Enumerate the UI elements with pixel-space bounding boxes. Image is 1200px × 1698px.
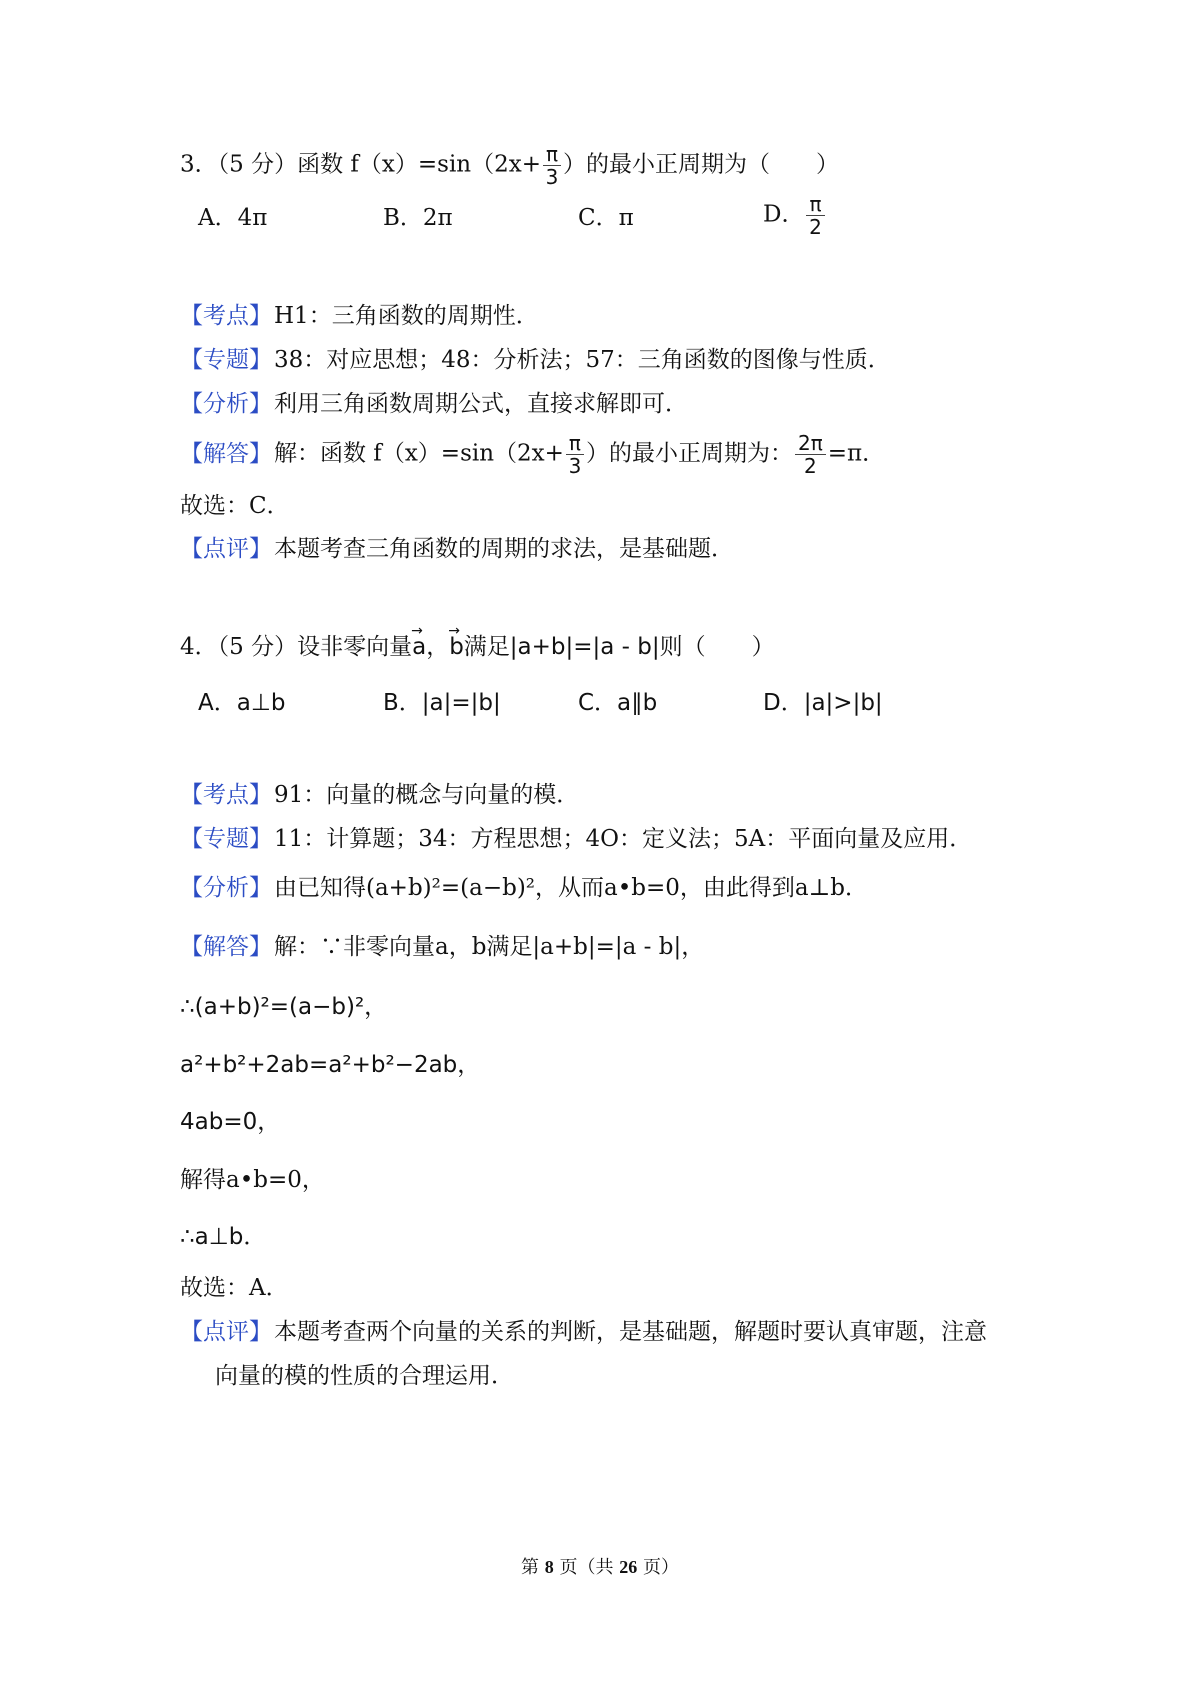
q3-kaodian: 【考点】H1：三角函数的周期性． bbox=[180, 303, 539, 329]
q3-jieda: 【解答】解：函数 f（x）=sin（2x+ $\frac{\pi}{3}$ ）的最小正周期为： $\frac{2\pi}{2}$ =π． bbox=[180, 431, 886, 478]
q4-dianping: 【点评】本题考查两个向量的关系的判断，是基础题，解题时要认真审题，注意 bbox=[180, 1319, 987, 1345]
q4-step-5: ∴a⊥b． bbox=[180, 1224, 267, 1250]
q4-step-1: ∴(a+b)²=(a−b)²， bbox=[180, 994, 388, 1020]
page-footer: 第 8 页（共 26 页） bbox=[521, 1557, 679, 1578]
q3-option-c: C．π bbox=[578, 205, 634, 231]
q3-option-b: B．2π bbox=[383, 205, 453, 231]
q3-stem bbox=[180, 143, 839, 188]
q3-fenxi: 【分析】利用三角函数周期公式，直接求解即可． bbox=[180, 391, 688, 417]
page-number: 8 bbox=[544, 1557, 554, 1577]
q4-guxuan: 故选：A． bbox=[180, 1275, 289, 1301]
q4-fenxi: 【分析】由已知得(a+b)²=(a−b)²，从而a•b=0，由此得到a⊥b． bbox=[180, 875, 868, 901]
q4-stem: 4．（5 分）设非零向量→ a，→ b满足|a+b|=|a - b|则（ ） bbox=[180, 628, 775, 662]
q3-stem-fraction: $\frac{\pi}{3}$ bbox=[543, 143, 561, 188]
q3-stem-pre: 3．（5 分）函数 f（x）=sin（2x+ bbox=[180, 151, 541, 178]
q4-option-c: C．a∥b bbox=[578, 690, 658, 716]
q4-zhuanti: 【专题】11：计算题；34：方程思想；4O：定义法；5A：平面向量及应用． bbox=[180, 826, 973, 852]
q4-step-4: 解得a•b=0， bbox=[180, 1167, 325, 1193]
q3-option-d: D． $\frac{\pi}{2}$ bbox=[763, 193, 827, 238]
q3-zhuanti: 【专题】38：对应思想；48：分析法；57：三角函数的图像与性质． bbox=[180, 347, 891, 373]
q4-option-a: A．a⊥b bbox=[198, 690, 286, 716]
page-total: 26 bbox=[619, 1557, 638, 1577]
q3-stem-post: ）的最小正周期为（ ） bbox=[563, 151, 840, 178]
q3-option-a: A．4π bbox=[198, 205, 268, 231]
q4-step-2: a²+b²+2ab=a²+b²−2ab， bbox=[180, 1052, 481, 1078]
q4-jieda: 【解答】解：∵非零向量a，b满足|a+b|=|a - b|， bbox=[180, 934, 705, 960]
q3-guxuan: 故选：C． bbox=[180, 493, 290, 519]
q4-dianping-cont: 向量的模的性质的合理运用． bbox=[215, 1363, 514, 1389]
q4-option-d: D．|a|>|b| bbox=[763, 690, 883, 716]
q3-dianping: 【点评】本题考查三角函数的周期的求法，是基础题． bbox=[180, 536, 734, 562]
q4-kaodian: 【考点】91：向量的概念与向量的模． bbox=[180, 782, 580, 808]
q4-option-b: B．|a|=|b| bbox=[383, 690, 501, 716]
q4-step-3: 4ab=0， bbox=[180, 1109, 281, 1135]
